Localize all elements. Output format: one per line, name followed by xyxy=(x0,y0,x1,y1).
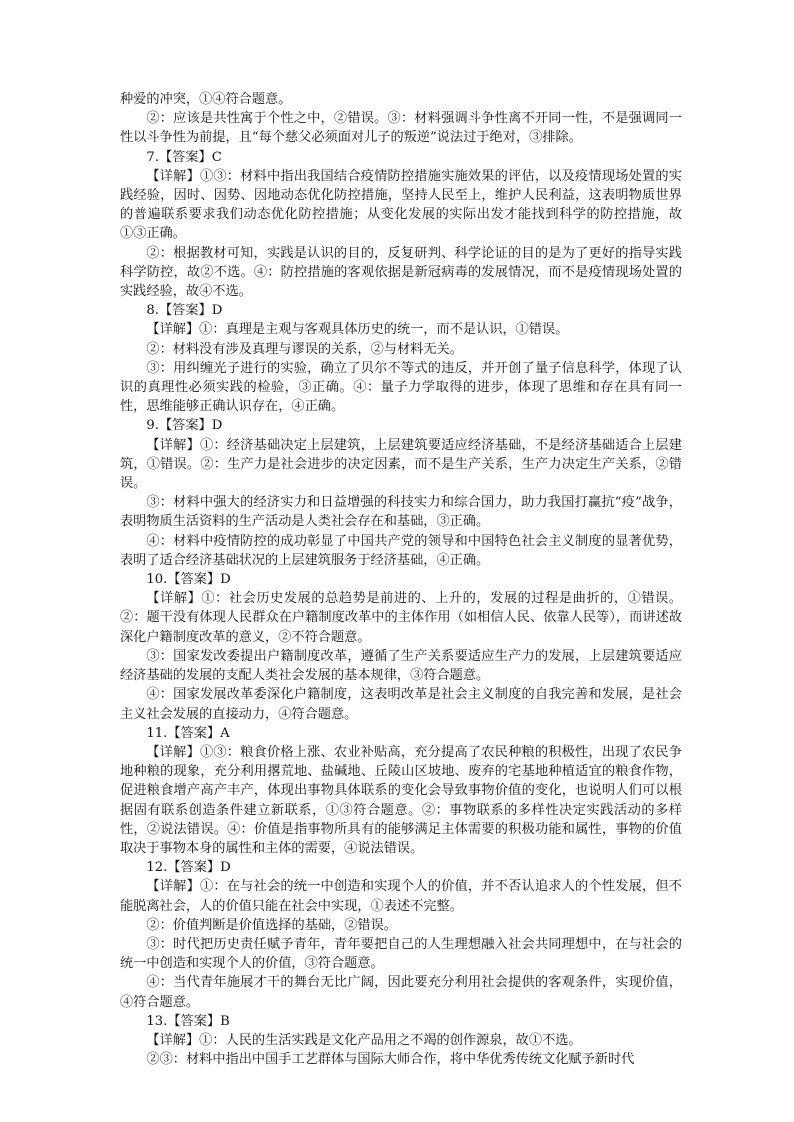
paragraph: ③：用纠缠光子进行的实验，确立了贝尔不等式的违反，并开创了量子信息科学，体现了认识的真理性必须实践的检验，③正确。④：量子力学取得的进步，体现了思维和存在具有同一性，思维能够正确认识存在，④正确。 xyxy=(120,360,682,415)
paragraph: 【详解】①：在与社会的统一中创造和实现个人的价值，并不否认追求人的个性发展，但不能脱离社会，人的价值只能在社会中实现，①表述不完整。 xyxy=(120,879,682,914)
paragraph: ②：应该是共性寓于个性之中，②错误。③：材料强调斗争性离不开同一性，不是强调同一性以斗争性为前提，且“每个慈父必须面对儿子的叛逆”说法过于绝对，③排除。 xyxy=(120,111,682,146)
answer-heading: 12.【答案】D xyxy=(146,860,231,876)
paragraph: ②：根据教材可知，实践是认识的目的，反复研判、科学论证的目的是为了更好的指导实践科学防控，故②不选。④：防控措施的客观依据是新冠病毒的发展情况，而不是疫情现场处置的实践经验，故④不选。 xyxy=(120,245,682,300)
paragraph: ④：国家发展改革委深化户籍制度，这表明改革是社会主义制度的自我完善和发展，是社会主义社会发展的直接动力，④符合题意。 xyxy=(120,687,682,722)
paragraph: 【详解】①：经济基础决定上层建筑，上层建筑要适应经济基础，不是经济基础适合上层建筑，①错误。②：生产力是社会进步的决定因素，而不是生产关系，生产力决定生产关系，②错误。 xyxy=(120,437,682,492)
paragraph: 【详解】①③：材料中指出我国结合疫情防控措施实施效果的评估，以及疫情现场处置的实践经验，因时、因势、因地动态优化防控措施，坚持人民至上，维护人民利益，这表明物质世界的普遍联系要求我们动态优化防控措施；从变化发展的实际出发才能找到科学的防控措施，故①③正确。 xyxy=(120,168,682,242)
paragraph: ③：国家发改委提出户籍制度改革，遵循了生产关系要适应生产力的发展，上层建筑要适应经济基础的发展的支配人类社会发展的基本规律，③符合题意。 xyxy=(120,648,682,684)
paragraph: 【详解】①：人民的生活实践是文化产品用之不竭的创作源泉，故①不选。 xyxy=(146,1032,582,1048)
paragraph: ②：材料没有涉及真理与谬误的关系，②与材料无关。 xyxy=(146,341,463,357)
paragraph: 【详解】①：真理是主观与客观具体历史的统一，而不是认识，①错误。 xyxy=(146,322,569,338)
paragraph: ③：时代把历史责任赋予青年，青年要把自己的人生理想融入社会共同理想中，在与社会的统一中创造和实现个人的价值，③符合题意。 xyxy=(120,936,682,972)
answer-heading: 9.【答案】D xyxy=(146,418,223,434)
paragraph: 【详解】①③：粮食价格上涨、农业补贴高，充分提高了农民种粮的积极性，出现了农民争地种粮的现象，充分利用撂荒地、盐碱地、丘陵山区坡地、废弃的宅基地种植适宜的粮食作物，促进粮食增产高产丰产，体现出事物具体联系的变化会导致事物价值的变化，也说明人们可以根据固有联系创造条件建立新联系，①③符合题意。②：事物联系的多样性决定实践活动的多样性，②说法错误。④：价值是指事物所具有的能够满足主体需要的积极功能和属性，事物的价值取决于事物本身的属性和主体的需要，④说法错误。 xyxy=(120,744,682,856)
paragraph: ②：价值判断是价值选择的基础，②错误。 xyxy=(146,917,397,933)
paragraph: 种爱的冲突，①④符合题意。 xyxy=(120,92,292,107)
answer-heading: 7.【答案】C xyxy=(146,149,222,165)
answer-heading: 10.【答案】D xyxy=(146,572,231,588)
paragraph: ②③：材料中指出中国手工艺群体与国际大师合作，将中华优秀传统文化赋予新时代 xyxy=(146,1052,635,1068)
paragraph: ④：材料中疫情防控的成功彰显了中国共产党的领导和中国特色社会主义制度的显著优势，表明了适合经济基础状况的上层建筑服务于经济基础，④正确。 xyxy=(120,533,682,568)
answer-heading: 13.【答案】B xyxy=(146,1013,230,1029)
paragraph: 【详解】①：社会历史发展的总趋势是前进的、上升的，发展的过程是曲折的，①错误。②：题干没有体现人民群众在户籍制度改革中的主体作用（如相信人民、依靠人民等），而讲述故深化户籍制度改革的意义，②不符合题意。 xyxy=(120,591,682,645)
answer-heading: 8.【答案】D xyxy=(146,303,223,319)
answer-heading: 11.【答案】A xyxy=(146,725,230,741)
paragraph: ③：材料中强大的经济实力和日益增强的科技实力和综合国力，助力我国打赢抗“疫”战争，表明物质生活资料的生产活动是人类社会存在和基础，③正确。 xyxy=(120,495,682,530)
paragraph: ④：当代青年施展才干的舞台无比广阔，因此要充分利用社会提供的客观条件，实现价值，④符合题意。 xyxy=(120,975,682,1010)
